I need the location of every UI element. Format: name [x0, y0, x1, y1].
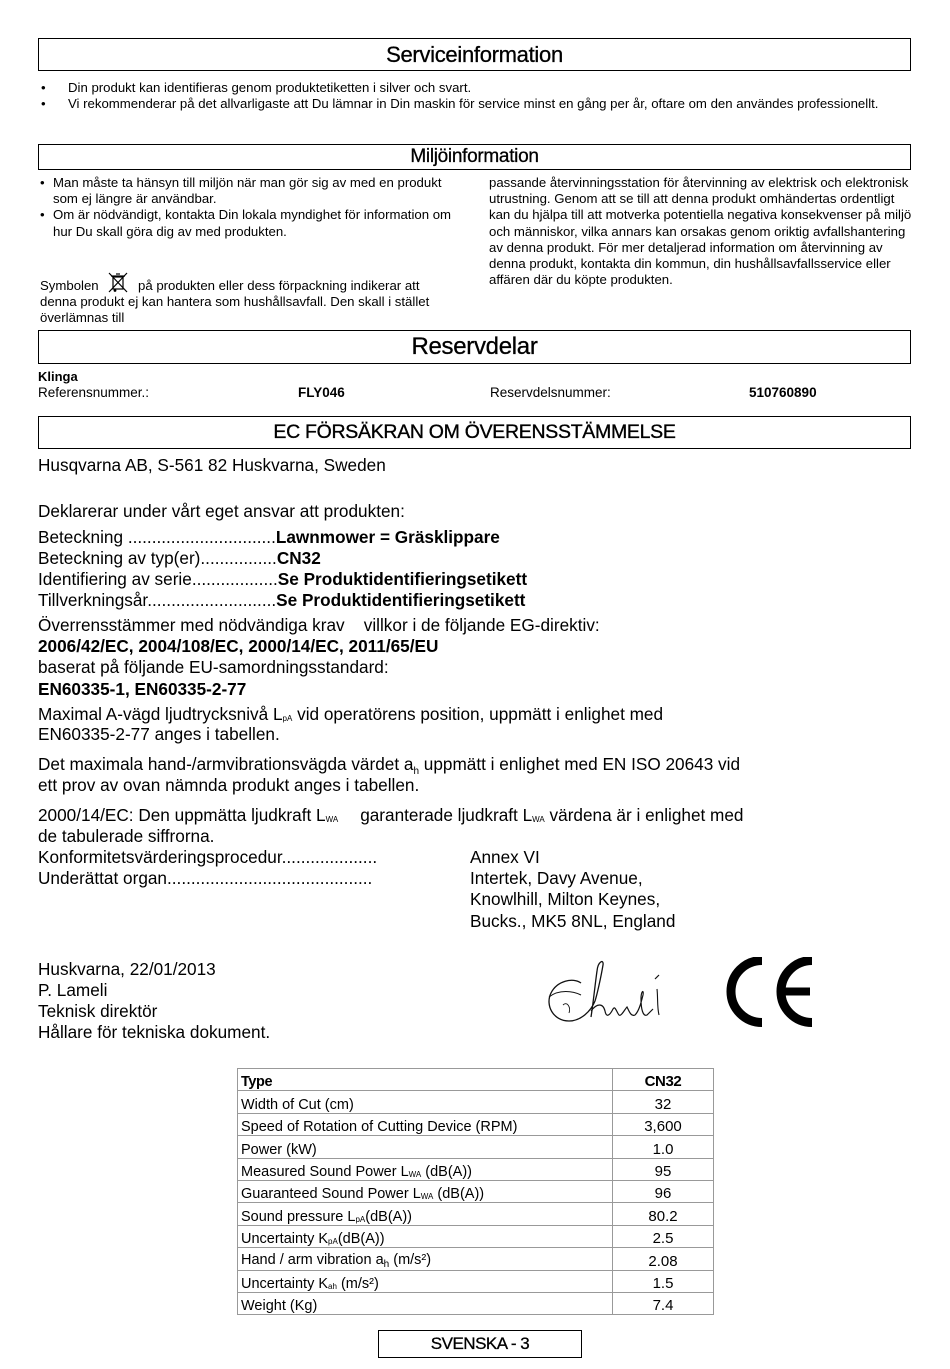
field-label: Beteckning av typ(er)................ — [38, 548, 277, 568]
declaration-intro: Deklarerar under vårt eget ansvar att produkten: — [38, 501, 405, 521]
symbol-text-before: Symbolen — [40, 278, 99, 293]
subscript: pA — [282, 714, 293, 723]
sound-pressure-line2: EN60335-2-77 anges i tabellen. — [38, 724, 280, 744]
field-value: Se Produktidentifieringsetikett — [276, 590, 526, 610]
field-year — [38, 590, 525, 611]
service-bullet-2: • Vi rekommenderar på det allvarligaste att Du lämnar in Din maskin för service minst en gång per år, oftare om den användes professionellt. — [38, 96, 913, 112]
label-suffix: (dB(A)) — [421, 1163, 472, 1180]
signer-role: Hållare för tekniska dokument. — [38, 1022, 271, 1042]
procedure-value: Annex VI — [470, 847, 540, 867]
table-cell-label: Power (kW) — [238, 1136, 613, 1158]
field-label: Beteckning ............................... — [38, 527, 276, 547]
label-subscript: WA — [408, 1169, 422, 1179]
signer-title: Teknisk direktör — [38, 1001, 158, 1021]
procedure-label: Konformitetsvärderingsprocedur.................... — [38, 847, 378, 867]
table-cell-value: 7.4 — [613, 1292, 714, 1314]
field-value: Lawnmower = Gräsklippare — [275, 527, 500, 547]
subscript: WA — [532, 815, 545, 824]
company-line: Husqvarna AB, S-561 82 Huskvarna, Sweden — [38, 455, 386, 475]
label-text: Sound pressure L — [241, 1208, 356, 1225]
spare-part-item: Klinga — [38, 369, 78, 384]
text: 2000/14/EC: Den uppmätta ljudkraft L — [38, 805, 326, 825]
label-text: Uncertainty K — [241, 1231, 329, 1248]
table-cell-label — [238, 1248, 613, 1270]
environment-right-text: passande återvinningsstation för återvinning av elektrisk och elektronisk utrustning. Genom att se till att denna produkt omhändertas ordentligt kan du hjälpa till att motverka potentiella negativa konsekvenser på miljö och människor, vilka annars kan orsakas genom oriktig avfallshantering av denna produkt. För mer detaljerad information om återvinning av denna produkt, kontakta din kommun, din hushållsavfallsservice eller affären där du köpte produkten. — [489, 175, 912, 288]
place-date: Huskvarna, 22/01/2013 — [38, 959, 216, 979]
table-row — [238, 1292, 714, 1314]
table-cell-value: 3,600 — [613, 1113, 714, 1135]
label-subscript: h — [383, 1258, 390, 1270]
service-heading: Serviceinformation — [38, 38, 911, 71]
environment-heading: Miljöinformation — [38, 144, 911, 170]
service-bullet-1: • Din produkt kan identifieras genom produktetiketten i silver och svart. — [38, 80, 913, 96]
table-row — [238, 1091, 714, 1113]
field-value: CN32 — [276, 548, 321, 568]
label-text: Guaranteed Sound Power L — [241, 1186, 421, 1203]
table-cell-label — [238, 1270, 613, 1292]
text: garanterade ljudkraft L — [360, 805, 533, 825]
part-label: Reservdelsnummer: — [490, 385, 611, 400]
table-row — [238, 1069, 714, 1091]
label-text: Uncertainty K — [241, 1275, 329, 1292]
table-row — [238, 1180, 714, 1202]
table-row — [238, 1248, 714, 1270]
field-value: Se Produktidentifieringsetikett — [277, 569, 528, 589]
service-bullets — [38, 80, 913, 112]
signature-image — [543, 955, 668, 1030]
table-cell-label — [238, 1225, 613, 1247]
table-cell-label — [238, 1180, 613, 1202]
declaration-heading: EC FÖRSÄKRAN OM ÖVERENSSTÄMMELSE — [38, 416, 911, 449]
page-label: SVENSKA - 3 — [378, 1330, 582, 1358]
table-row — [238, 1225, 714, 1247]
environment-bullet-2: • Om är nödvändigt, kontakta Din lokala myndighet för information om hur Du skall göra dig av med produkten. — [38, 207, 458, 239]
notified-body-line-3: Bucks., MK5 8NL, England — [470, 911, 676, 931]
environment-symbol-paragraph — [40, 272, 440, 327]
table-cell-value: 32 — [613, 1091, 714, 1113]
notified-body-label: Underättat organ........................................... — [38, 868, 373, 888]
field-serial — [38, 569, 527, 590]
text: Det maximala hand-/armvibrationsvägda värdet a — [38, 754, 414, 774]
table-row — [238, 1113, 714, 1135]
table-cell-label — [238, 1203, 613, 1225]
notified-body-line-1: Intertek, Davy Avenue, — [470, 868, 643, 888]
table-cell-value: 95 — [613, 1158, 714, 1180]
subscript: h — [413, 766, 420, 777]
table-cell-label — [238, 1158, 613, 1180]
subscript: WA — [325, 815, 339, 824]
label-text: Measured Sound Power L — [241, 1163, 409, 1180]
part-value: 510760890 — [749, 385, 817, 400]
table-cell-value: 1.5 — [613, 1270, 714, 1292]
table-header-value: CN32 — [613, 1069, 714, 1091]
vibration-line2: ett prov av ovan nämnda produkt anges i tabellen. — [38, 775, 420, 795]
label-suffix: (m/s²) — [389, 1251, 432, 1268]
label-subscript: WA — [420, 1192, 434, 1202]
label-suffix: (dB(A)) — [337, 1231, 385, 1248]
label-subscript: pA — [355, 1214, 366, 1224]
environment-bullet-1: • Man måste ta hänsyn till miljön när man gör sig av med en produkt som ej längre är användbar. — [38, 175, 458, 207]
text: Maximal A-vägd ljudtrycksnivå L — [38, 704, 283, 724]
field-label: Tillverkningsår........................... — [38, 590, 277, 610]
field-label: Identifiering av serie.................. — [38, 569, 278, 589]
field-type — [38, 548, 321, 569]
label-text: Hand / arm vibration a — [241, 1251, 384, 1268]
table-row — [238, 1158, 714, 1180]
spare-parts-heading: Reservdelar — [38, 330, 911, 364]
ref-value: FLY046 — [298, 385, 345, 400]
text: uppmätt i enlighet med EN ISO 20643 vid — [419, 754, 741, 774]
field-designation — [38, 527, 500, 548]
label-suffix: (dB(A)) — [433, 1186, 485, 1203]
notified-body-line-2: Knowlhill, Milton Keynes, — [470, 889, 661, 909]
signer-name: P. Lameli — [38, 980, 108, 1000]
label-suffix: (dB(A)) — [365, 1208, 412, 1225]
label-suffix: (m/s²) — [336, 1275, 379, 1292]
table-cell-value: 2.5 — [613, 1225, 714, 1247]
table-cell-value: 96 — [613, 1180, 714, 1202]
table-cell-value: 1.0 — [613, 1136, 714, 1158]
table-cell-label: Weight (Kg) — [238, 1292, 613, 1314]
crossed-out-wheelie-bin-icon — [105, 272, 131, 292]
table-cell-value: 80.2 — [613, 1203, 714, 1225]
conform-text: Överrensstämmer med nödvändiga krav villkor i de följande EG-direktiv: — [38, 615, 600, 635]
label-subscript: pA — [328, 1237, 338, 1247]
table-header-label: Type — [238, 1069, 613, 1091]
table-cell-value: 2.08 — [613, 1248, 714, 1270]
directives: 2006/42/EC, 2004/108/EC, 2000/14/EC, 2011/65/EU — [38, 636, 439, 656]
label-subscript: ah — [328, 1281, 337, 1291]
text: vid operatörens position, uppmätt i enlighet med — [292, 704, 664, 724]
table-cell-label: Width of Cut (cm) — [238, 1091, 613, 1113]
sound-power-line2: de tabulerade siffrorna. — [38, 826, 215, 846]
table-cell-label: Speed of Rotation of Cutting Device (RPM) — [238, 1113, 613, 1135]
table-row — [238, 1203, 714, 1225]
spec-table — [237, 1068, 714, 1315]
table-row — [238, 1270, 714, 1292]
symbol-text-after: på produkten eller dess förpackning indikerar att denna produkt ej kan hantera som hushållsavfall. Den skall i stället överlämnas till — [40, 278, 430, 326]
text: värdena är i enlighet med — [544, 805, 744, 825]
ref-label: Referensnummer.: — [38, 385, 150, 400]
standards: EN60335-1, EN60335-2-77 — [38, 679, 247, 699]
table-row — [238, 1136, 714, 1158]
ce-mark-icon — [718, 957, 818, 1027]
environment-left-bullets — [38, 175, 458, 240]
standards-intro: baserat på följande EU-samordningsstandard: — [38, 657, 389, 677]
